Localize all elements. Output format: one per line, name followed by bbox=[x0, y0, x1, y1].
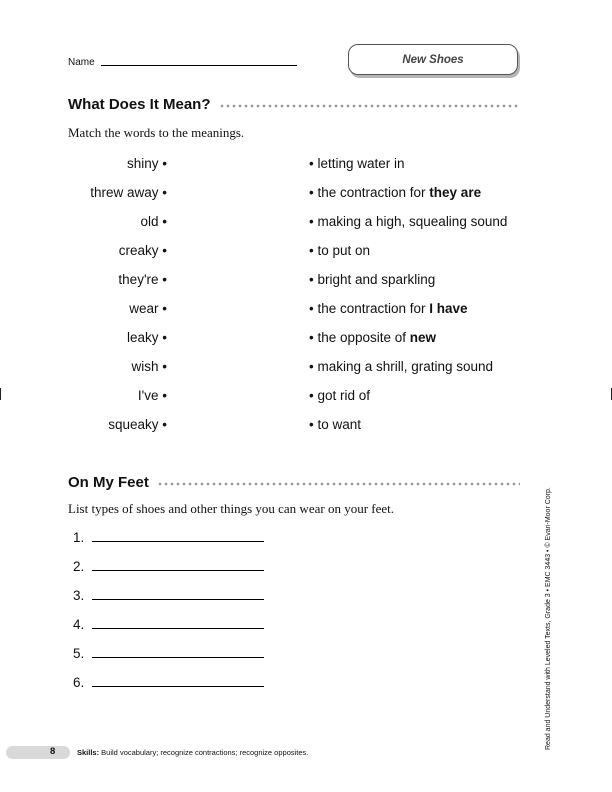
meaning-text: • the contraction for bbox=[309, 185, 430, 200]
skills-label: Skills: bbox=[77, 748, 100, 757]
story-title: New Shoes bbox=[402, 53, 464, 66]
name-label: Name bbox=[68, 57, 95, 68]
list-item bbox=[73, 646, 264, 661]
match-meaning[interactable] bbox=[309, 185, 481, 200]
dotted-rule bbox=[219, 104, 520, 108]
meaning-text: • making a shrill, grating sound bbox=[309, 359, 494, 374]
match-word[interactable]: leaky • bbox=[127, 330, 167, 345]
meaning-bold-term: new bbox=[409, 330, 437, 345]
section-title: On My Feet bbox=[68, 474, 149, 491]
match-meaning[interactable] bbox=[309, 156, 405, 171]
footer-bar bbox=[6, 746, 70, 759]
match-word[interactable]: they're • bbox=[118, 272, 167, 287]
list-number: 2. bbox=[73, 559, 85, 574]
answer-line[interactable] bbox=[92, 657, 264, 658]
answer-line[interactable] bbox=[92, 599, 264, 600]
match-meaning[interactable] bbox=[309, 388, 370, 403]
section-title: What Does It Mean? bbox=[68, 96, 211, 113]
list-instructions: List types of shoes and other things you can wear on your feet. bbox=[68, 501, 395, 516]
list-item bbox=[73, 530, 264, 545]
meaning-text: • making a high, squealing sound bbox=[309, 214, 508, 229]
match-meaning[interactable] bbox=[309, 417, 361, 432]
section-heading-what-does-it-mean bbox=[68, 96, 520, 113]
match-meaning[interactable] bbox=[309, 272, 435, 287]
list-number: 5. bbox=[73, 646, 85, 661]
meaning-text: • got rid of bbox=[309, 388, 371, 403]
match-word[interactable]: old • bbox=[140, 214, 167, 229]
match-meaning[interactable] bbox=[309, 243, 370, 258]
answer-line[interactable] bbox=[92, 686, 264, 687]
list-number: 1. bbox=[73, 530, 85, 545]
skills-note bbox=[77, 748, 308, 757]
list-item bbox=[73, 675, 264, 690]
match-word[interactable]: shiny • bbox=[127, 156, 167, 171]
left-margin-mark bbox=[0, 388, 1, 400]
match-meaning[interactable] bbox=[309, 301, 468, 316]
answer-line[interactable] bbox=[92, 570, 264, 571]
match-word[interactable]: creaky • bbox=[118, 243, 167, 258]
dotted-rule bbox=[157, 482, 520, 486]
meaning-text: • the contraction for bbox=[309, 301, 430, 316]
match-meaning[interactable] bbox=[309, 359, 493, 374]
list-item bbox=[73, 588, 264, 603]
answer-line[interactable] bbox=[92, 541, 264, 542]
match-word[interactable]: threw away • bbox=[90, 185, 167, 200]
page-number: 8 bbox=[50, 746, 56, 757]
match-word[interactable]: I've • bbox=[137, 388, 167, 403]
list-item bbox=[73, 559, 264, 574]
meaning-bold-term: I have bbox=[429, 301, 468, 316]
match-meaning[interactable] bbox=[309, 330, 436, 345]
match-word[interactable]: wear • bbox=[129, 301, 167, 316]
meaning-text: • the opposite of bbox=[309, 330, 410, 345]
meaning-text: • to want bbox=[309, 417, 362, 432]
meaning-text: • to put on bbox=[309, 243, 371, 258]
list-number: 4. bbox=[73, 617, 85, 632]
match-instructions: Match the words to the meanings. bbox=[68, 125, 245, 140]
section-heading-on-my-feet bbox=[68, 474, 520, 491]
meaning-bold-term: they are bbox=[429, 185, 482, 200]
story-title-box bbox=[348, 44, 518, 75]
copyright-side-text: Read and Understand with Leveled Texts, Grade 3 • EMC 3443 • © Evan-Moor Corp. bbox=[545, 487, 552, 750]
meaning-text: • letting water in bbox=[309, 156, 405, 171]
answer-line[interactable] bbox=[92, 628, 264, 629]
list-item bbox=[73, 617, 264, 632]
name-answer-line[interactable] bbox=[101, 65, 297, 66]
skills-text: Build vocabulary; recognize contractions; recognize opposites. bbox=[99, 748, 309, 757]
match-meaning[interactable] bbox=[309, 214, 507, 229]
match-word[interactable]: wish • bbox=[131, 359, 167, 374]
list-number: 3. bbox=[73, 588, 85, 603]
list-number: 6. bbox=[73, 675, 85, 690]
match-word[interactable]: squeaky • bbox=[108, 417, 167, 432]
meaning-text: • bright and sparkling bbox=[309, 272, 436, 287]
